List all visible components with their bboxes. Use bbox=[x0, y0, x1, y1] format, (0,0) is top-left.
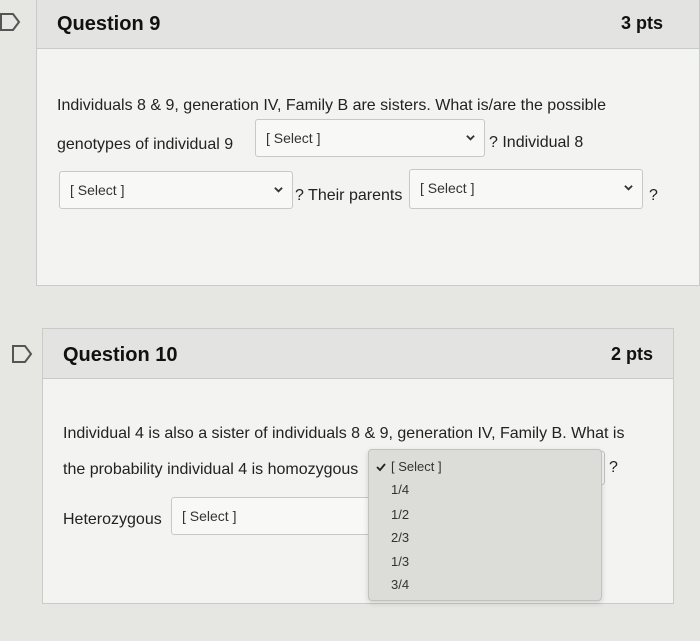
question-10-points: 2 pts bbox=[610, 344, 653, 364]
heterozygous-label: Heterozygous bbox=[63, 511, 162, 528]
question-9-text-line3b: ? Their parents bbox=[295, 187, 403, 204]
chevron-down-icon bbox=[624, 183, 633, 192]
genotype-parents-select[interactable] bbox=[409, 169, 643, 209]
question-9-text-line1: Individuals 8 & 9, generation IV, Family B are sisters. What is/are the possible bbox=[57, 97, 607, 114]
checkmark-icon bbox=[376, 462, 386, 472]
question-10-text-line2: the probability individual 4 is homozygous bbox=[63, 461, 359, 478]
question-9-card bbox=[36, 0, 700, 286]
question-10-text-line1: Individual 4 is also a sister of individuals 8 & 9, generation IV, Family B. What is bbox=[63, 425, 625, 442]
question-10-title: Question 10 bbox=[63, 344, 178, 366]
chevron-down-icon bbox=[274, 185, 283, 194]
flag-icon[interactable] bbox=[12, 344, 36, 364]
chevron-down-icon bbox=[466, 133, 475, 142]
question-9-text-line2b: ? Individual 8 bbox=[489, 134, 584, 151]
flag-icon[interactable] bbox=[0, 12, 24, 32]
heterozygous-select[interactable] bbox=[171, 497, 371, 535]
select-label: [ Select ] bbox=[266, 130, 321, 146]
dropdown-option[interactable]: 2/3 bbox=[391, 530, 410, 545]
question-9-text-line3c: ? bbox=[649, 187, 658, 204]
question-9-points: 3 pts bbox=[620, 13, 663, 33]
select-label: [ Select ] bbox=[70, 182, 125, 198]
select-label: [ Select ] bbox=[182, 508, 237, 524]
dropdown-option[interactable]: 1/4 bbox=[391, 482, 410, 497]
question-9-text-line2a: genotypes of individual 9 bbox=[57, 136, 234, 153]
genotype-individual-9-select[interactable] bbox=[255, 119, 485, 157]
dropdown-option[interactable]: 1/3 bbox=[391, 554, 410, 569]
question-9-title: Question 9 bbox=[57, 13, 161, 35]
dropdown-option[interactable]: 3/4 bbox=[391, 577, 410, 592]
question-10-text-line2-end: ? bbox=[609, 459, 618, 476]
dropdown-option-selected[interactable]: [ Select ] bbox=[391, 459, 442, 474]
genotype-individual-8-select[interactable] bbox=[59, 171, 293, 209]
dropdown-option[interactable]: 1/2 bbox=[391, 507, 410, 522]
select-label: [ Select ] bbox=[420, 180, 475, 196]
homozygous-dropdown-list[interactable] bbox=[368, 449, 602, 601]
